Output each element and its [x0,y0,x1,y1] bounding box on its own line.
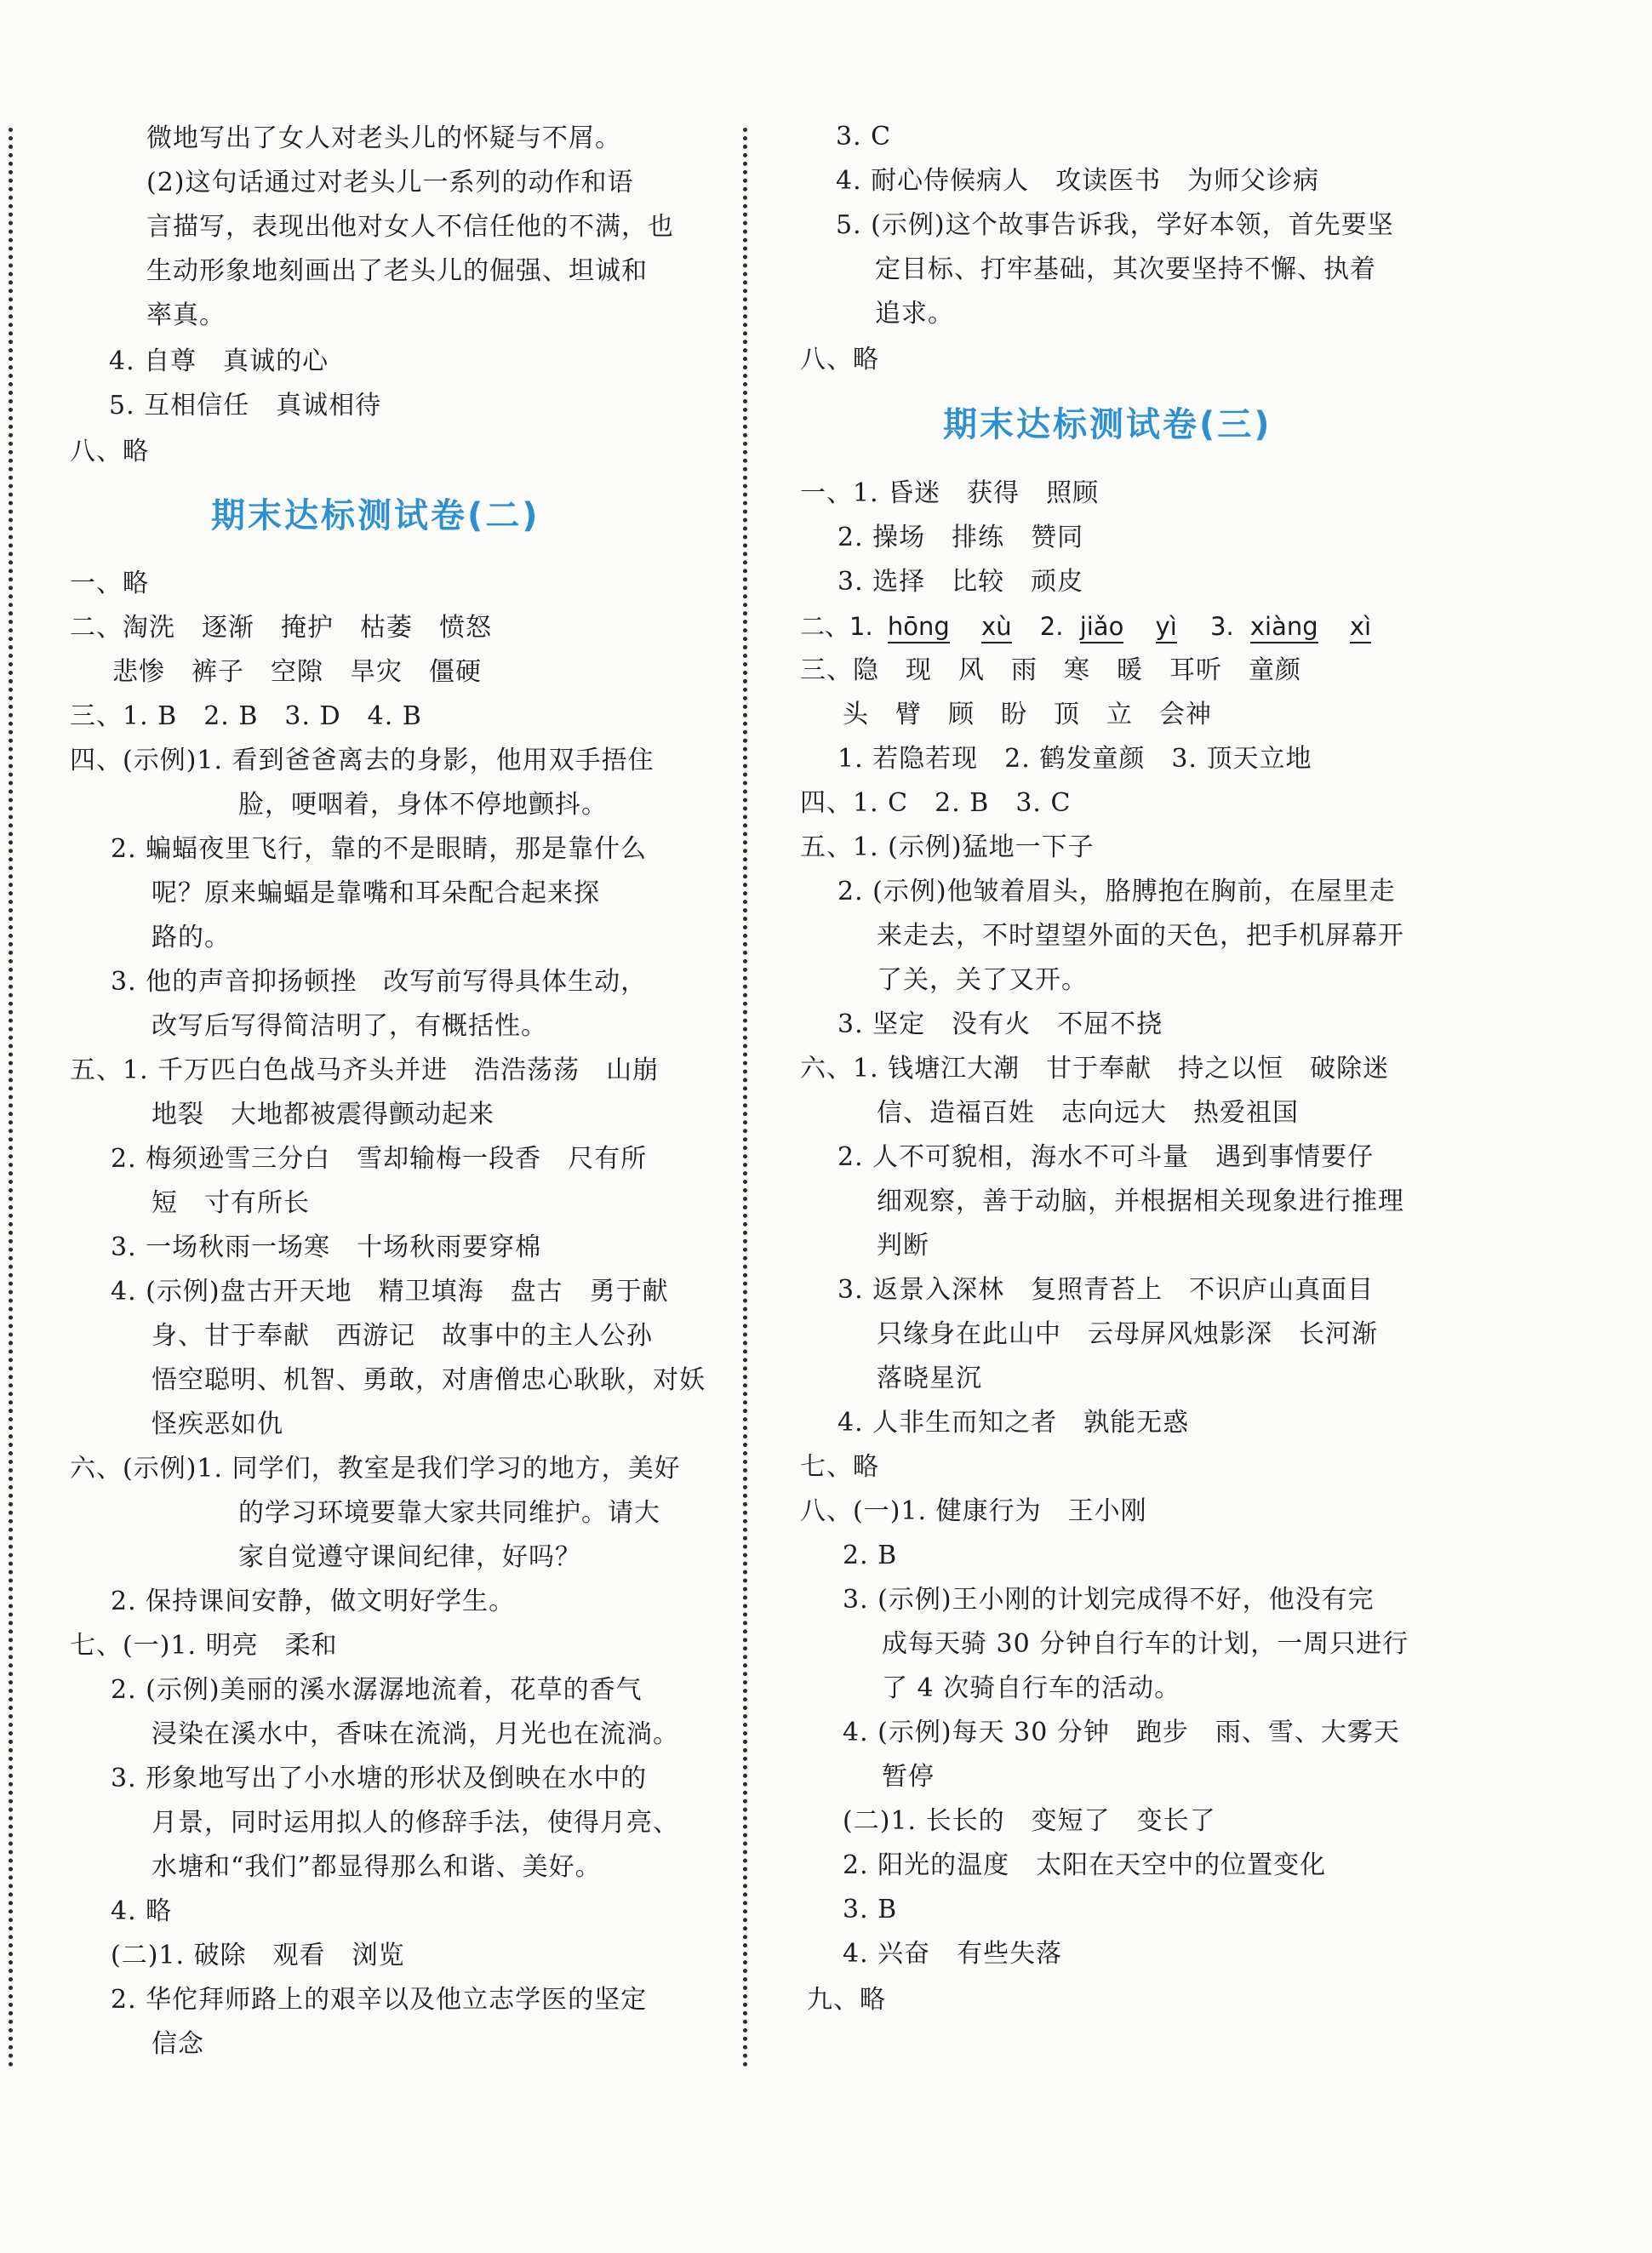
text-line: 生动形象地刻画出了老头儿的倔强、坦诚和 [146,256,648,286]
text-line: 四、(示例)1. 看到爸爸离去的身影，他用双手捂住 [70,746,655,775]
pinyin-line [800,609,1371,643]
text-line: 2. 人不可貌相，海水不可斗量 遇到事情要仔 [837,1142,1375,1172]
section-heading: 九、略 [807,1985,886,2015]
pinyin-prefix: 二、1. [800,612,873,641]
text-line: 3. 一场秋雨一场寒 十场秋雨要穿棉 [111,1232,542,1262]
pinyin-answer: yì [1156,612,1177,643]
pinyin-answer: xì [1350,612,1371,643]
text-line: 五、1. 千万匹白色战马齐头并进 浩浩荡荡 山崩 [70,1055,660,1085]
text-line: 月景，同时运用拟人的修辞手法，使得月亮、 [151,1808,679,1838]
text-line: 3. 返景入深林 复照青苔上 不识庐山真面目 [837,1275,1375,1305]
text-line: 一、1. 昏迷 获得 照顾 [800,478,1100,508]
text-line: 家自觉遵守课间纪律，好吗？ [238,1542,581,1572]
exam-title-3: 期末达标测试卷(三) [943,405,1272,444]
text-line: (二)1. 破除 观看 浏览 [111,1941,405,1970]
text-line: 3. 选择 比较 顽皮 [837,567,1084,597]
text-line: 4. 人非生而知之者 孰能无惑 [837,1408,1190,1438]
text-line: 改写后写得简洁明了，有概括性。 [151,1011,547,1041]
text-line: 3. 形象地写出了小水塘的形状及倒映在水中的 [111,1764,648,1793]
text-line: 怪疾恶如仇 [151,1410,283,1439]
text-line: 微地写出了女人对老头儿的怀疑与不屑。 [146,123,621,153]
pinyin-answer: xiàng [1250,612,1318,643]
text-line: 呢？原来蝙蝠是靠嘴和耳朵配合起来探 [151,878,600,908]
text-line: 三、隐 现 风 雨 寒 暖 耳听 童颜 [800,655,1301,685]
text-line: 六、(示例)1. 同学们，教室是我们学习的地方，美好 [70,1454,681,1484]
text-line: 4. 自尊 真诚的心 [109,346,329,376]
left-dotted-border [9,128,13,2068]
text-line: 四、1. C 2. B 3. C [800,788,1072,818]
text-line: 信、造福百姓 志向远大 热爱祖国 [877,1098,1299,1128]
text-line: 5. (示例)这个故事告诉我，学好本领，首先要坚 [836,210,1394,240]
text-line: 二、淘洗 逐渐 掩护 枯萎 愤怒 [70,613,492,643]
pinyin-number: 2. [1039,612,1064,641]
text-line: 2. 操场 排练 赞同 [837,523,1084,552]
exam-title-2: 期末达标测试卷(二) [211,496,540,535]
text-line: 判断 [877,1231,929,1261]
text-line: 浸染在溪水中，香味在流淌，月光也在流淌。 [151,1719,679,1749]
section-heading: 七、略 [800,1452,879,1482]
text-line: 定目标、打牢基础，其次要坚持不懈、执着 [875,254,1376,284]
text-line: 3. C [836,122,892,152]
text-line: 4. (示例)每天 30 分钟 跑步 雨、雪、大雾天 [843,1718,1400,1747]
text-line: 2. (示例)美丽的溪水潺潺地流着，花草的香气 [111,1675,643,1705]
text-line: 七、(一)1. 明亮 柔和 [70,1631,338,1661]
text-line: 2. 阳光的温度 太阳在天空中的位置变化 [843,1850,1327,1880]
text-line: 1. 若隐若现 2. 鹤发童颜 3. 顶天立地 [837,744,1312,774]
section-heading: 一、略 [70,569,149,598]
text-line: 的学习环境要靠大家共同维护。请大 [238,1498,660,1528]
text-line: 2. 华佗拜师路上的艰辛以及他立志学医的坚定 [111,1985,648,2015]
text-line: 六、1. 钱塘江大潮 甘于奉献 持之以恒 破除迷 [800,1054,1390,1084]
text-line: 4. 耐心侍候病人 攻读医书 为师父诊病 [836,166,1320,196]
text-line: 3. (示例)王小刚的计划完成得不好，他没有完 [843,1585,1375,1615]
text-line: 脸，哽咽着，身体不停地颤抖。 [238,790,608,820]
text-line: 言描写，表现出他对女人不信任他的不满，也 [146,212,674,242]
text-line: 悟空聪明、机智、勇敢，对唐僧忠心耿耿，对妖 [151,1365,706,1395]
pinyin-answer: hōng [888,612,950,643]
text-line: 率真。 [146,300,226,330]
text-line: 4. 略 [111,1896,173,1926]
pinyin-answer: jiǎo [1080,612,1124,643]
pinyin-answer: xù [981,612,1012,643]
text-line: 水塘和“我们”都显得那么和谐、美好。 [151,1852,602,1882]
text-line: 2. B [843,1541,898,1570]
text-line: 2. 梅须逊雪三分白 雪却输梅一段香 尺有所 [111,1144,648,1174]
text-line: 落晓星沉 [877,1364,982,1393]
section-heading: 八、略 [800,345,879,375]
text-line: 细观察，善于动脑，并根据相关现象进行推理 [877,1187,1404,1216]
text-line: 3. B [843,1895,898,1924]
text-line: 短 寸有所长 [151,1188,310,1218]
text-line: 2. 蝙蝠夜里飞行，靠的不是眼睛，那是靠什么 [111,834,648,864]
text-line: 3. 坚定 没有火 不屈不挠 [837,1009,1163,1039]
text-line: 身、甘于奉献 西游记 故事中的主人公孙 [151,1321,653,1351]
center-dotted-divider [743,128,747,2068]
text-line: 了 4 次骑自行车的活动。 [882,1673,1181,1703]
text-line: 路的。 [151,923,231,952]
text-line: 3. 他的声音抑扬顿挫 改写前写得具体生动， [111,967,648,997]
text-line: 4. (示例)盘古开天地 精卫填海 盘古 勇于献 [111,1277,669,1307]
text-line: 来走去，不时望望外面的天色，把手机屏幕开 [877,921,1404,951]
text-line: 5. 互相信任 真诚相待 [109,391,382,420]
text-line: 八、(一)1. 健康行为 王小刚 [800,1496,1147,1526]
pinyin-number: 3. [1210,612,1234,641]
text-line: 地裂 大地都被震得颤动起来 [151,1100,494,1129]
text-line: (2)这句话通过对老头儿一系列的动作和语 [146,168,634,197]
text-line: 了关，关了又开。 [877,965,1088,995]
text-line: 五、1. (示例)猛地一下子 [800,832,1095,862]
text-line: 2. (示例)他皱着眉头，胳膊抱在胸前，在屋里走 [837,877,1396,906]
text-line: 悲惨 裤子 空隙 旱灾 僵硬 [112,657,482,687]
section-heading: 八、略 [70,437,149,466]
text-line: 信念 [151,2029,204,2059]
text-line: 暂停 [882,1762,935,1792]
text-line: 追求。 [875,299,954,329]
text-line: 成每天骑 30 分钟自行车的计划，一周只进行 [882,1629,1409,1659]
text-line: 三、1. B 2. B 3. D 4. B [70,701,422,731]
text-line: 头 臂 顾 盼 顶 立 会神 [843,700,1212,729]
text-line: 4. 兴奋 有些失落 [843,1939,1063,1969]
text-line: 2. 保持课间安静，做文明好学生。 [111,1587,516,1616]
text-line: 只缘身在此山中 云母屏风烛影深 长河渐 [877,1319,1378,1349]
text-line: (二)1. 长长的 变短了 变长了 [843,1806,1216,1836]
